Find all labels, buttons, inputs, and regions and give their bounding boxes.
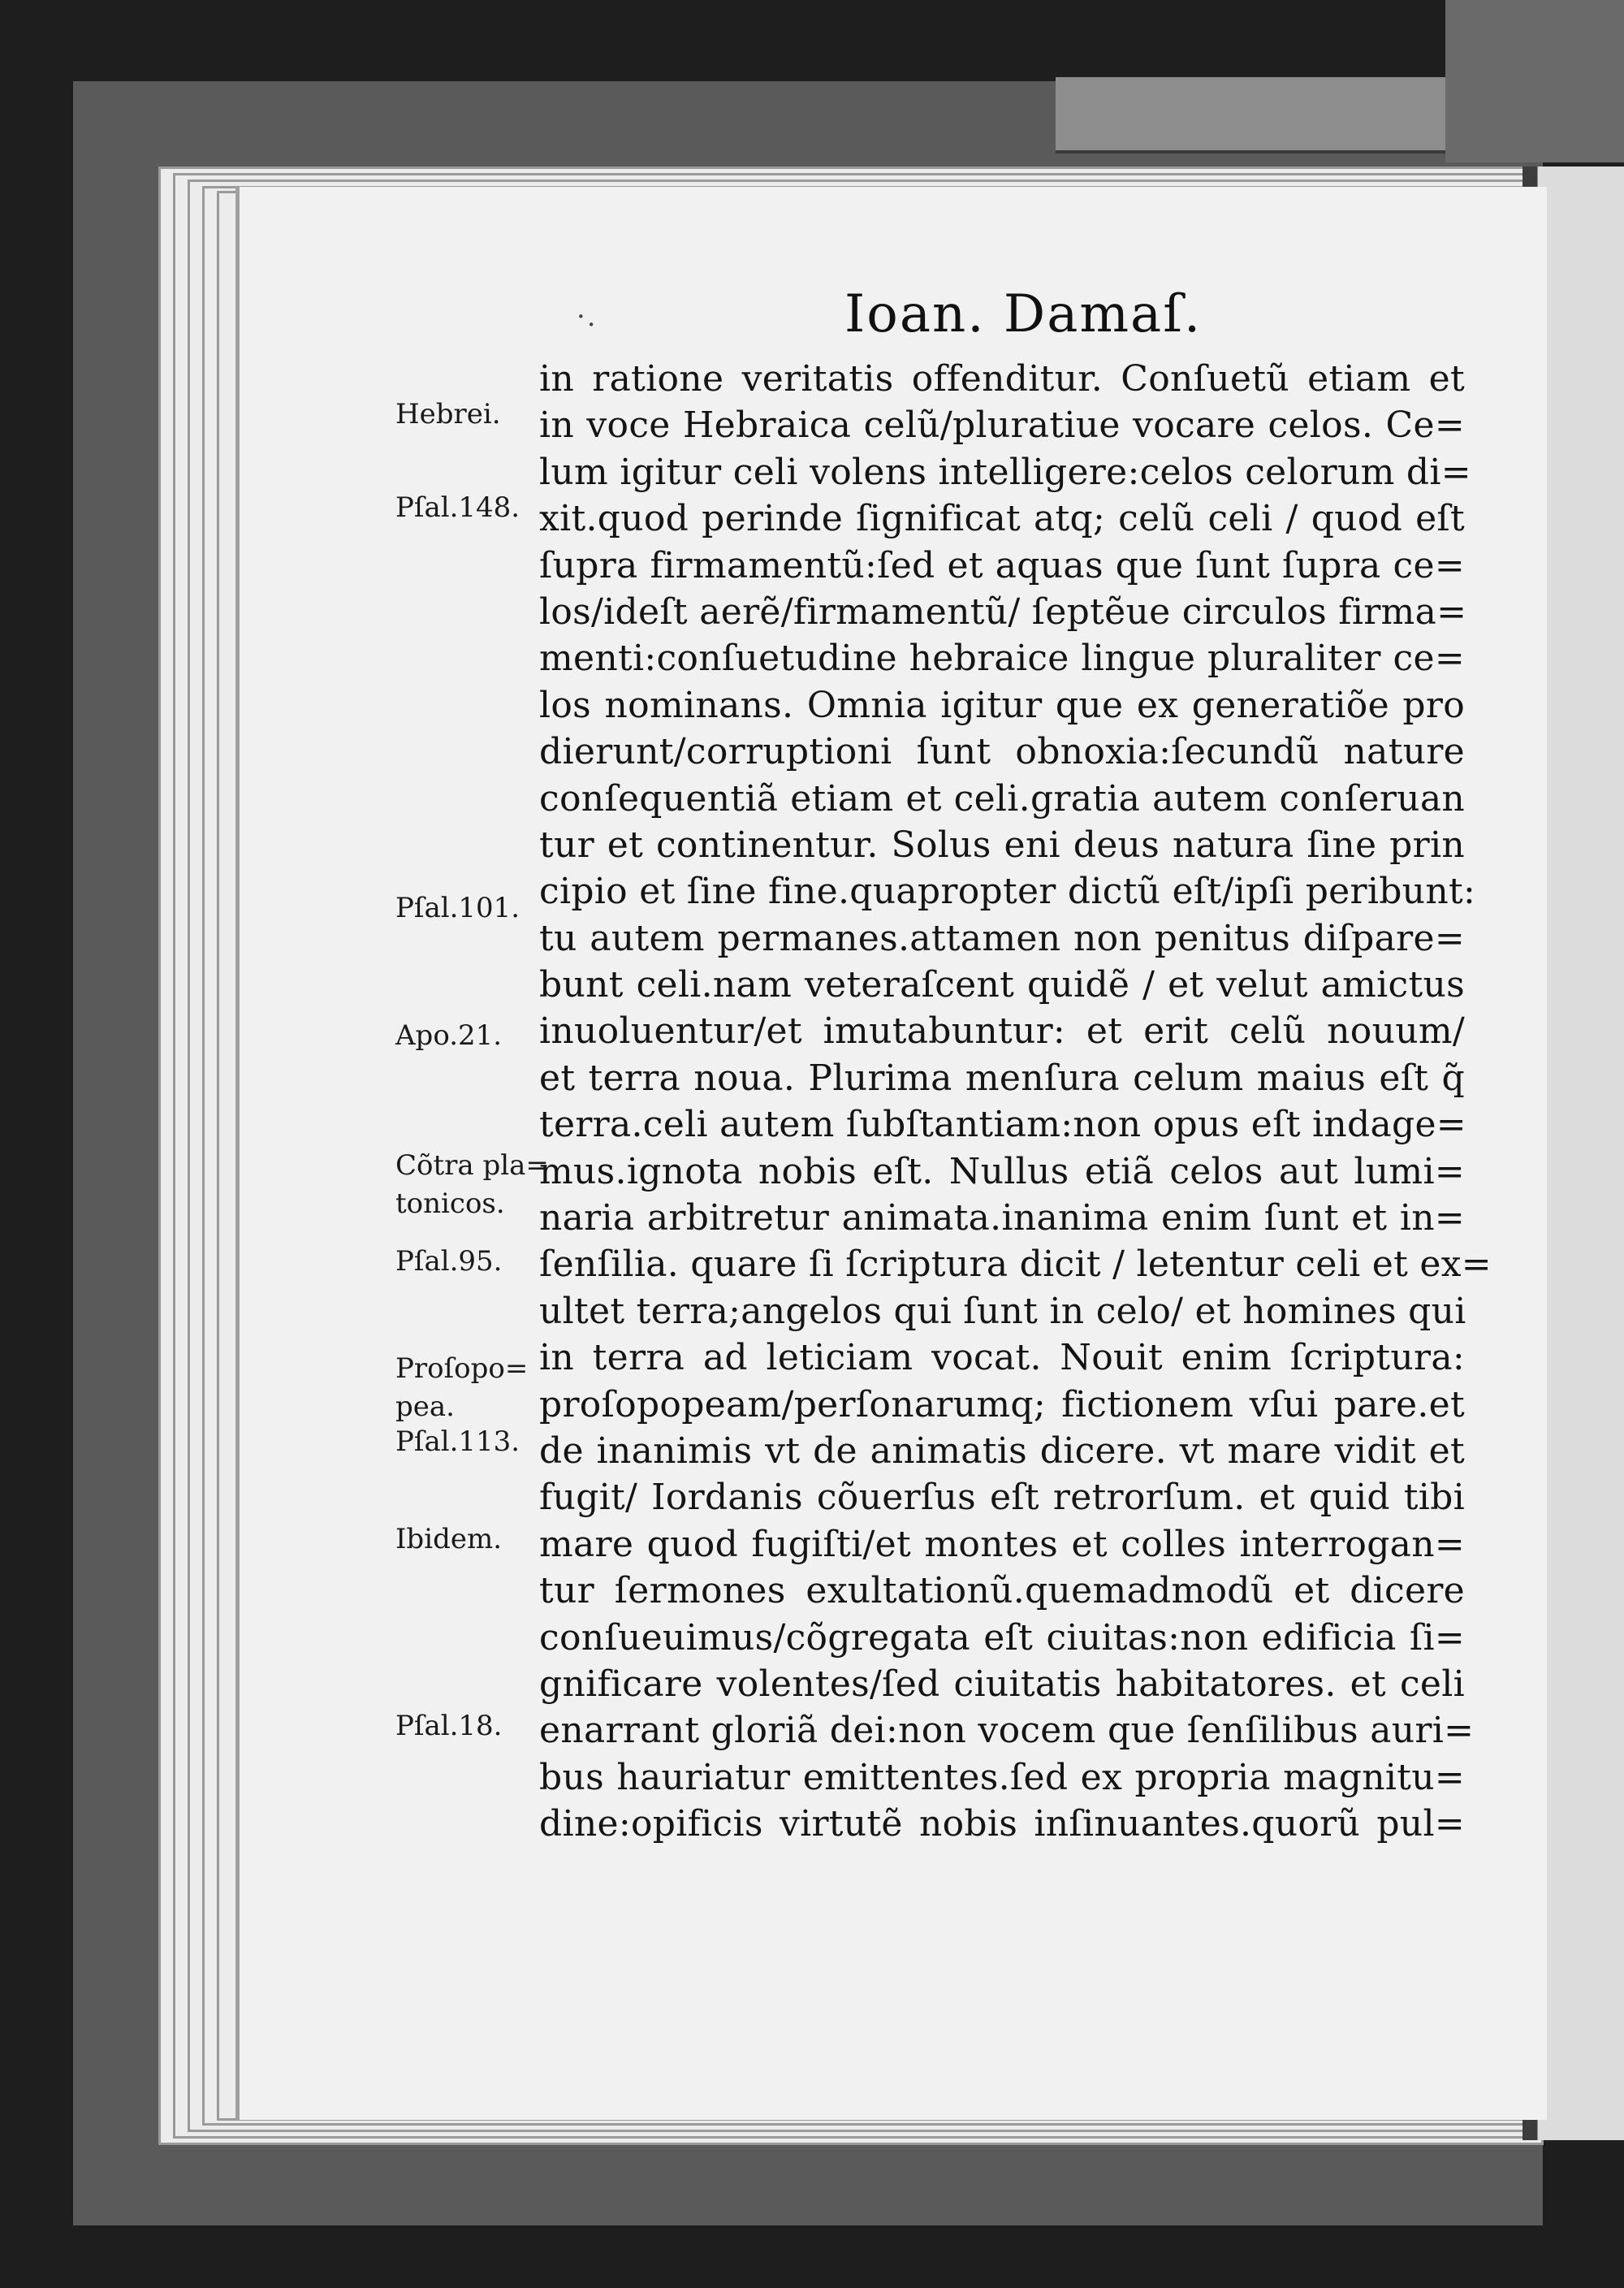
text-line: dine:opificis virtutẽ nobis inſinuantes.quorũ pul=	[539, 1803, 1465, 1845]
margin-note-psal95: Pſal.95.	[395, 1245, 503, 1278]
margin-note-contra-platonicos-1: Cõtra pla=	[395, 1149, 549, 1182]
margin-note-psal101: Pſal.101.	[395, 892, 520, 924]
text-line: naria arbitretur animata.inanima enim ſunt et in=	[539, 1197, 1465, 1239]
text-line: conſueuimus/cõgregata eſt ciuitas:non edificia ſi=	[539, 1616, 1465, 1659]
text-line: in ratione veritatis offenditur. Conſuetũ etiam et	[539, 358, 1465, 400]
text-line: terra.celi autem ſubſtantiam:non opus eſt indage=	[539, 1104, 1466, 1146]
running-title: Ioan. Damaſ.	[844, 284, 1203, 344]
signature-mark: ·.	[577, 301, 598, 333]
margin-note-apo21: Apo.21.	[395, 1019, 503, 1052]
text-line: los nominans. Omnia igitur que ex generatiõe pro	[539, 684, 1465, 726]
running-header	[577, 284, 1203, 344]
text-line: in voce Hebraica celũ/pluratiue vocare celos. Ce=	[539, 404, 1465, 447]
text-line: tur et continentur. Solus eni deus natura ſine prin	[539, 824, 1465, 866]
text-line: gnificare volentes/ſed ciuitatis habitatores. et celi	[539, 1663, 1465, 1705]
text-line: bus hauriatur emittentes.ſed ex propria magnitu=	[539, 1756, 1465, 1798]
margin-note-hebrei: Hebrei.	[395, 398, 501, 430]
text-line: ſenſilia. quare ſi ſcriptura dicit / letentur celi et ex=	[539, 1243, 1492, 1286]
text-line: bunt celi.nam veteraſcent quidẽ / et velut amictus	[539, 964, 1465, 1006]
margin-note-contra-platonicos-2: tonicos.	[395, 1187, 505, 1220]
text-line: enarrant gloriã dei:non vocem que ſenſilibus auri=	[539, 1710, 1475, 1752]
text-line: xit.quod perinde ſignificat atq; celũ celi / quod eſt	[539, 498, 1465, 540]
body-text	[539, 356, 1492, 1848]
text-line: ultet terra;angelos qui ſunt in celo/ et homines qui	[539, 1290, 1466, 1332]
cover-tab	[1056, 77, 1510, 154]
text-line: fugit/ Iordanis cõuerſus eſt retrorſum. et quid tibi	[539, 1477, 1465, 1519]
text-line: menti:conſuetudine hebraice lingue pluraliter ce=	[539, 638, 1465, 680]
text-line: ſupra firmamentũ:ſed et aquas que ſunt ſupra ce=	[539, 544, 1465, 586]
text-line: de inanimis vt de animatis dicere. vt mare vidit et	[539, 1429, 1465, 1472]
text-line: et terra noua. Plurima menſura celum maius eſt q̃	[539, 1057, 1465, 1099]
text-line: in terra ad leticiam vocat. Nouit enim ſcriptura:	[539, 1337, 1465, 1379]
margin-note-psal18: Pſal.18.	[395, 1710, 503, 1742]
margin-note-ibidem: Ibidem.	[395, 1523, 503, 1555]
facing-page-edge	[1535, 167, 1624, 2140]
binding-strap	[1445, 0, 1624, 162]
margin-note-psal113: Pſal.113.	[395, 1425, 520, 1458]
text-line: tu autem permanes.attamen non penitus diſpare=	[539, 917, 1465, 959]
text-line: cipio et ſine fine.quapropter dictũ eſt/ipſi peribunt:	[539, 871, 1476, 913]
margin-note-prosopopea-2: pea.	[395, 1391, 455, 1423]
text-line: mare quod fugiſti/et montes et colles interrogan=	[539, 1523, 1465, 1565]
text-line: conſequentiã etiam et celi.gratia autem conſeruan	[539, 777, 1465, 820]
text-line: lum igitur celi volens intelligere:celos celorum di=	[539, 451, 1471, 493]
margin-note-psal148: Pſal.148.	[395, 491, 520, 524]
text-line: mus.ignota nobis eſt. Nullus etiã celos aut lumi=	[539, 1150, 1465, 1192]
text-line: los/ideſt aerẽ/firmamentũ/ ſeptẽue circulos firma=	[539, 590, 1467, 633]
text-line: inuoluentur/et imutabuntur: et erit celũ nouum/	[539, 1010, 1465, 1053]
text-line: proſopopeam/perſonarumq; fictionem vſui pare.et	[539, 1383, 1465, 1425]
text-line: tur ſermones exultationũ.quemadmodũ et dicere	[539, 1570, 1465, 1612]
margin-note-prosopopea-1: Proſopo=	[395, 1352, 529, 1385]
text-line: dierunt/corruptioni ſunt obnoxia:ſecundũ nature	[539, 731, 1465, 773]
